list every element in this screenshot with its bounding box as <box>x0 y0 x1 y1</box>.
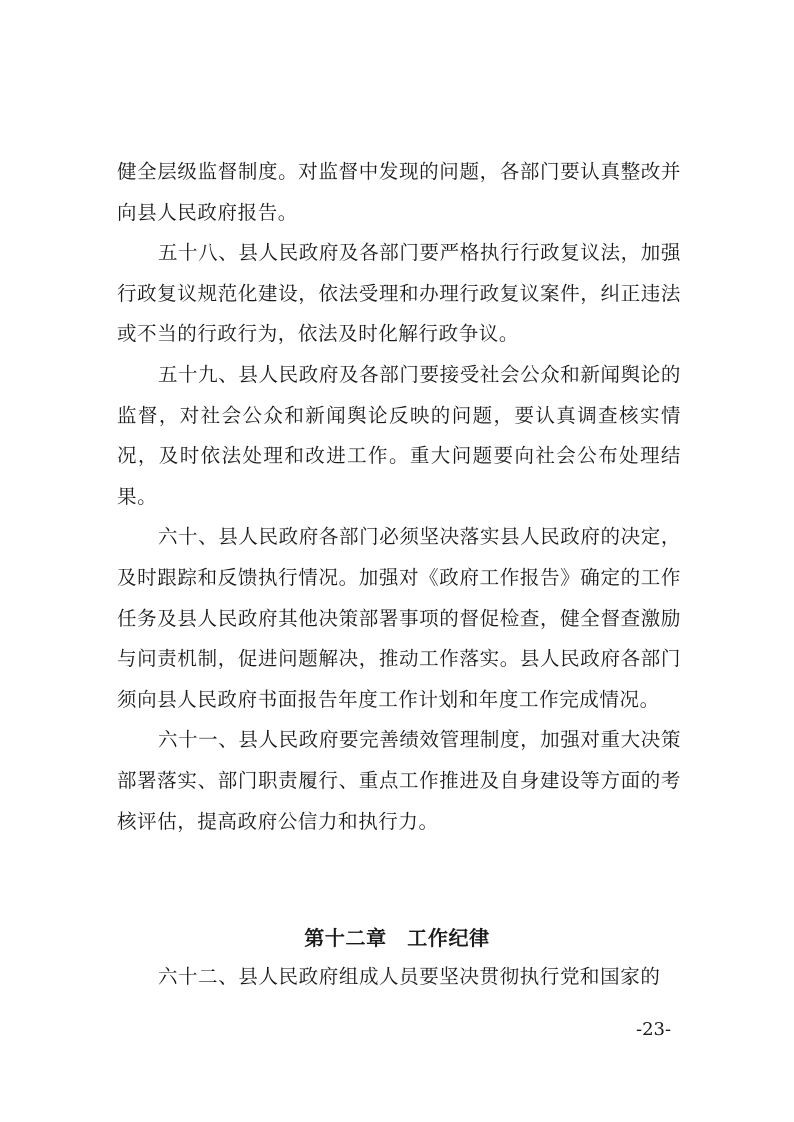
paragraph-continuation: 健全层级监督制度。对监督中发现的问题，各部门要认真整改并向县人民政府报告。 <box>117 160 681 224</box>
document-body <box>117 152 681 842</box>
paragraph-article-61: 六十一、县人民政府要完善绩效管理制度，加强对重大决策部署落实、部门职责履行、重点工作推进及自身建设等方面的考核评估，提高政府公信力和执行力。 <box>117 728 681 833</box>
paragraph-article-62-wrapper <box>117 957 681 998</box>
paragraph-article-62: 六十二、县人民政府组成人员要坚决贯彻执行党和国家的 <box>157 965 661 988</box>
paragraph-article-60: 六十、县人民政府各部门必须坚决落实县人民政府的决定，及时跟踪和反馈执行情况。加强对《政府工作报告》确定的工作任务及县人民政府其他决策部署事项的督促检查，健全督查激励与问责机制，促进问题解决，推动工作落实。县人民政府各部门须向县人民政府书面报告年度工作计划和年度工作完成情况。 <box>117 525 681 711</box>
paragraph-article-58: 五十八、县人民政府及各部门要严格执行行政复议法，加强行政复议规范化建设，依法受理和办理行政复议案件，纠正违法或不当的行政行为，依法及时化解行政争议。 <box>117 241 681 346</box>
page-number: -23- <box>636 1019 672 1040</box>
paragraph-article-59: 五十九、县人民政府及各部门要接受社会公众和新闻舆论的监督，对社会公众和新闻舆论反映的问题，要认真调查核实情况，及时依法处理和改进工作。重大问题要向社会公布处理结果。 <box>117 362 681 508</box>
chapter-title: 第十二章 工作纪律 <box>304 926 490 950</box>
